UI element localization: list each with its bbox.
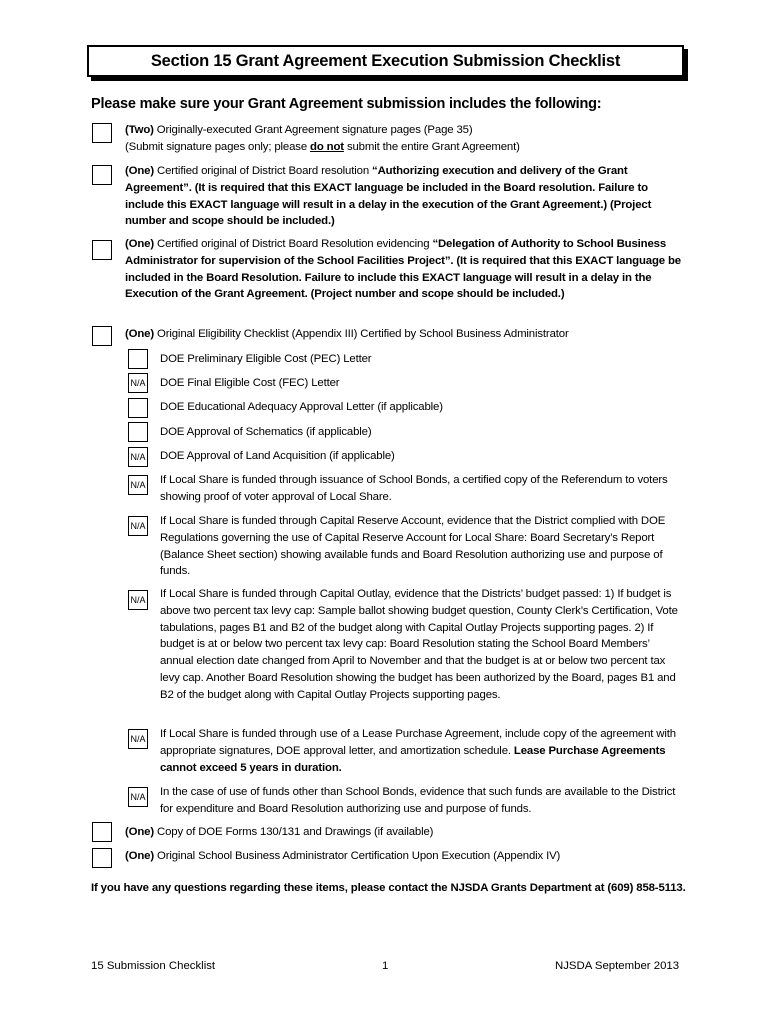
subitem-2: DOE Final Eligible Cost (FEC) Letter [160,377,340,389]
subitem-9-checkbox[interactable]: N/A [128,729,148,749]
subitem-1: DOE Preliminary Eligible Cost (PEC) Letter [160,353,372,365]
subitem-7-checkbox[interactable]: N/A [128,516,148,536]
item-6-checkbox[interactable] [92,848,112,868]
subitem-2-checkbox[interactable]: N/A [128,373,148,393]
item-1-checkbox[interactable] [92,123,112,143]
subitem-5: DOE Approval of Land Acquisition (if applicable) [160,450,395,462]
subitem-1-checkbox[interactable] [128,349,148,369]
footer-left: 15 Submission Checklist [91,960,216,972]
subitem-3-checkbox[interactable] [128,398,148,418]
subitem-5-checkbox[interactable]: N/A [128,447,148,467]
item-5: (One) Copy of DOE Forms 130/131 and Drawings (if available) [125,826,434,838]
item-1: (Two) Originally-executed Grant Agreement signature pages (Page 35) (Submit signature pages only; please do not submit the entire Grant Agreement) [125,124,520,153]
subitem-6-checkbox[interactable]: N/A [128,475,148,495]
item-5-checkbox[interactable] [92,822,112,842]
item-2: (One) Certified original of District Board resolution “Authorizing execution and delivery of the Grant Agreement”. (It is required that this EXACT language be included in the Board resolution. Failure to include this EXACT language will result in a delay in the execution of the Grant Agreement.) (Project number and scope should be included.) [125,165,652,228]
subitem-3: DOE Educational Adequacy Approval Letter (if applicable) [160,401,443,413]
item-3-checkbox[interactable] [92,240,112,260]
subitem-7: If Local Share is funded through Capital Reserve Account, evidence that the District complied with DOE Regulations governing the use of Capital Reserve Account for Local Share: Board Secretary’s Report (Balance Sheet section) showing available funds and Board Resolution authorizing use and purpose of funds. [160,515,666,578]
subitem-4: DOE Approval of Schematics (if applicable) [160,426,372,438]
subitem-6: If Local Share is funded through issuance of School Bonds, a certified copy of the Referendum to voters showing proof of voter approval of Local Share. [160,474,668,503]
page-number: 1 [382,960,389,972]
item-2-checkbox[interactable] [92,165,112,185]
subitem-9: If Local Share is funded through use of a Lease Purchase Agreement, include copy of the agreement with appropriate signatures, DOE approval letter, and amortization schedule. Lease Purchase Agreements cannot exceed 5 years in duration. [160,728,676,774]
subitem-10: In the case of use of funds other than School Bonds, evidence that such funds are available to the District for expenditure and Board Resolution authorizing use and purpose of funds. [160,786,676,815]
item-6: (One) Original School Business Administrator Certification Upon Execution (Appendix IV) [125,850,561,862]
page-title: Section 15 Grant Agreement Execution Submission Checklist [150,51,621,70]
subitem-8: If Local Share is funded through Capital Outlay, evidence that the Districts’ budget passed: 1) If budget is above two percent tax levy cap: Sample ballot showing budget question, County Clerk’s Certification, Vote tabulations, pages B1 and B2 of the budget along with Capital Outlay Projects supporting pages. 2) If budget is at or below two percent tax levy cap: Board Resolution stating the School Board Members’ annual election date changed from April to November and that the budget is at or below two percent tax levy cap. Another Board Resolution showing the budget has been authorized by the Board, pages B1 and B2 of the budget along with Capital Outlay Projects supporting pages. [160,588,678,701]
subitem-8-checkbox[interactable]: N/A [128,590,148,610]
title-box [87,45,684,77]
subitem-10-checkbox[interactable]: N/A [128,787,148,807]
contact-note: If you have any questions regarding these items, please contact the NJSDA Grants Department at (609) 858-5113. [91,882,686,894]
footer-right: NJSDA September 2013 [555,960,680,972]
item-4-checkbox[interactable] [92,326,112,346]
subitem-4-checkbox[interactable] [128,422,148,442]
item-4: (One) Original Eligibility Checklist (Appendix III) Certified by School Business Administrator [125,328,569,340]
section-heading: Please make sure your Grant Agreement submission includes the following: [91,96,602,112]
item-3: (One) Certified original of District Board Resolution evidencing “Delegation of Authority to School Business Administrator for supervision of the School Facilities Project”. (It is required that this EXACT language be included in the Board Resolution. Failure to include this EXACT language will result in a delay in the Execution of the Grant Agreement. (Project number and scope should be included.) [125,238,681,301]
